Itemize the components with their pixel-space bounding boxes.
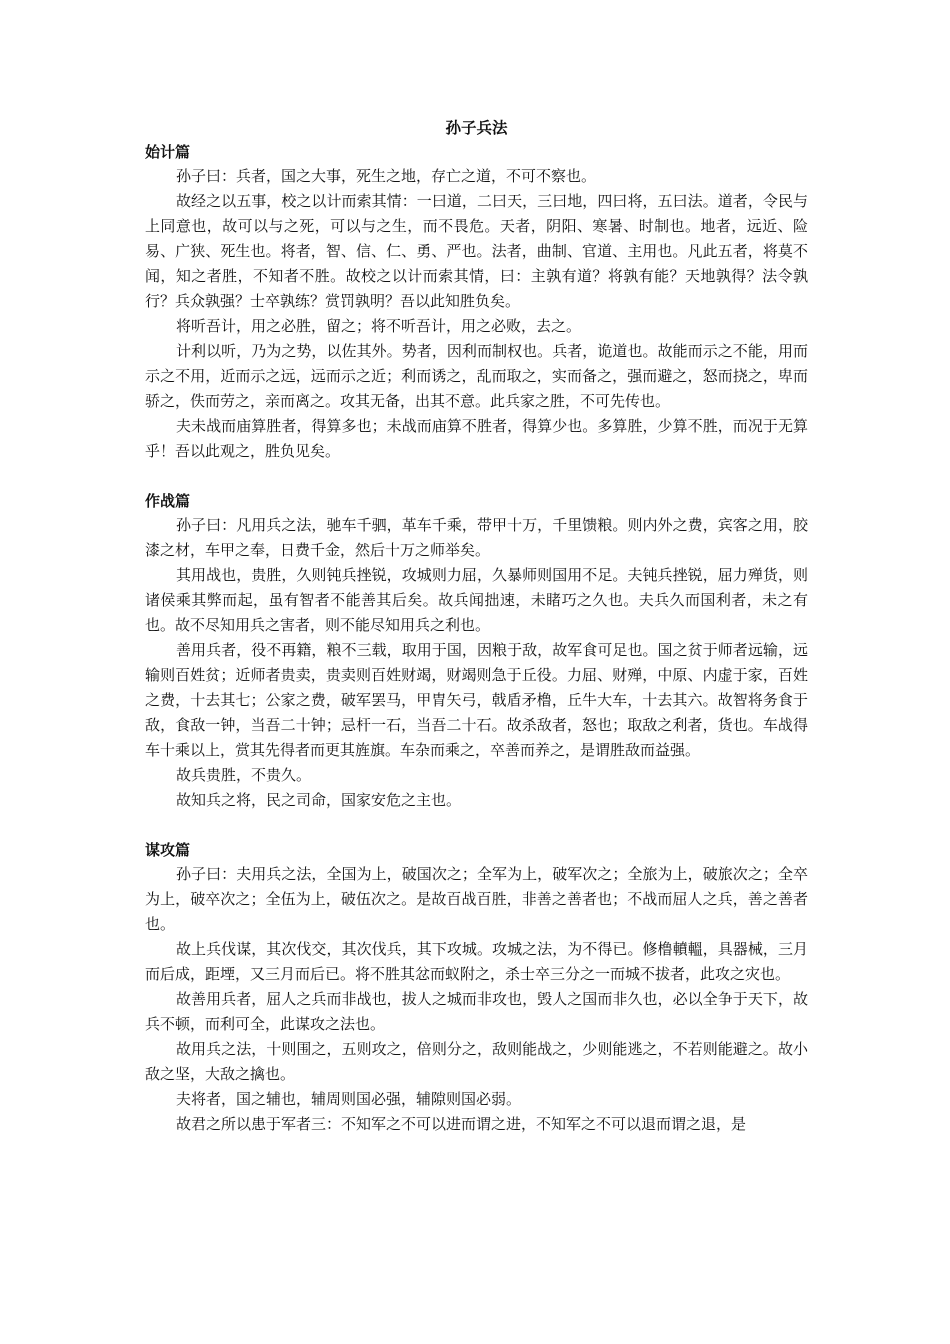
paragraph: 夫未战而庙算胜者，得算多也；未战而庙算不胜者，得算少也。多算胜，少算不胜，而况于无算乎！吾以此观之，胜负见矣。 <box>145 417 808 460</box>
paragraph: 故知兵之将，民之司命，国家安危之主也。 <box>176 791 462 809</box>
chapter-zuozhan <box>145 489 808 813</box>
paragraph: 其用战也，贵胜，久则钝兵挫锐，攻城则力屈，久暴师则国用不足。夫钝兵挫锐，屈力殚货，则诸侯乘其弊而起，虽有智者不能善其后矣。故兵闻拙速，未睹巧之久也。夫兵久而国利者，未之有也。故不尽知用兵之害者，则不能尽知用兵之利也。 <box>145 566 808 634</box>
paragraph: 故善用兵者，屈人之兵而非战也，拔人之城而非攻也，毁人之国而非久也，必以全争于天下，故兵不顿，而利可全，此谋攻之法也。 <box>145 990 808 1033</box>
paragraph: 故经之以五事，校之以计而索其情：一曰道，二曰天，三曰地，四曰将，五曰法。道者，令民与上同意也，故可以与之死，可以与之生，而不畏危。天者，阴阳、寒暑、时制也。地者，远近、险易、广狭、死生也。将者，智、信、仁、勇、严也。法者，曲制、官道、主用也。凡此五者，将莫不闻，知之者胜，不知者不胜。故校之以计而索其情，曰：主孰有道？将孰有能？天地孰得？法令孰行？兵众孰强？士卒孰练？赏罚孰明？吾以此知胜负矣。 <box>145 192 808 310</box>
paragraph: 故君之所以患于军者三：不知军之不可以进而谓之进，不知军之不可以退而谓之退，是 <box>176 1115 747 1133</box>
paragraph: 故上兵伐谋，其次伐交，其次伐兵，其下攻城。攻城之法，为不得已。修橹轒轀，具器械，三月而后成，距堙，又三月而后已。将不胜其忿而蚁附之，杀士卒三分之一而城不拔者，此攻之灾也。 <box>145 940 808 983</box>
paragraph: 孙子曰：夫用兵之法，全国为上，破国次之；全军为上，破军次之；全旅为上，破旅次之；全卒为上，破卒次之；全伍为上，破伍次之。是故百战百胜，非善之善者也；不战而屈人之兵，善之善者也。 <box>145 865 808 933</box>
chapter-title: 谋攻篇 <box>145 841 191 859</box>
paragraph: 孙子曰：兵者，国之大事，死生之地，存亡之道，不可不察也。 <box>176 167 597 185</box>
chapter-shiji <box>145 140 808 464</box>
paragraph: 夫将者，国之辅也，辅周则国必强，辅隙则国必弱。 <box>176 1090 522 1108</box>
paragraph: 将听吾计，用之必胜，留之；将不听吾计，用之必败，去之。 <box>176 317 582 335</box>
paragraph: 故用兵之法，十则围之，五则攻之，倍则分之，敌则能战之，少则能逃之，不若则能避之。故小敌之坚，大敌之擒也。 <box>145 1040 808 1083</box>
document-page <box>145 108 808 1162</box>
document-title: 孙子兵法 <box>445 118 508 137</box>
chapter-mougong <box>145 838 808 1137</box>
paragraph: 计利以听，乃为之势，以佐其外。势者，因利而制权也。兵者，诡道也。故能而示之不能，用而示之不用，近而示之远，远而示之近；利而诱之，乱而取之，实而备之，强而避之，怒而挠之，卑而骄之，佚而劳之，亲而离之。攻其无备，出其不意。此兵家之胜，不可先传也。 <box>145 342 808 410</box>
paragraph: 善用兵者，役不再籍，粮不三载，取用于国，因粮于敌，故军食可足也。国之贫于师者远输，远输则百姓贫；近师者贵卖，贵卖则百姓财竭，财竭则急于丘役。力屈、财殚，中原、内虚于家，百姓之费，十去其七；公家之费，破军罢马，甲胄矢弓，戟盾矛橹，丘牛大车，十去其六。故智将务食于敌，食敌一钟，当吾二十钟；忌杆一石，当吾二十石。故杀敌者，怒也；取敌之利者，货也。车战得车十乘以上，赏其先得者而更其旌旗。车杂而乘之，卒善而养之，是谓胜敌而益强。 <box>145 641 808 759</box>
chapter-title: 始计篇 <box>145 143 191 161</box>
paragraph: 故兵贵胜，不贵久。 <box>176 766 312 784</box>
chapter-title: 作战篇 <box>145 492 191 510</box>
paragraph: 孙子曰：凡用兵之法，驰车千驷，革车千乘，带甲十万，千里馈粮。则内外之费，宾客之用，胶漆之材，车甲之奉，日费千金，然后十万之师举矣。 <box>145 516 808 559</box>
